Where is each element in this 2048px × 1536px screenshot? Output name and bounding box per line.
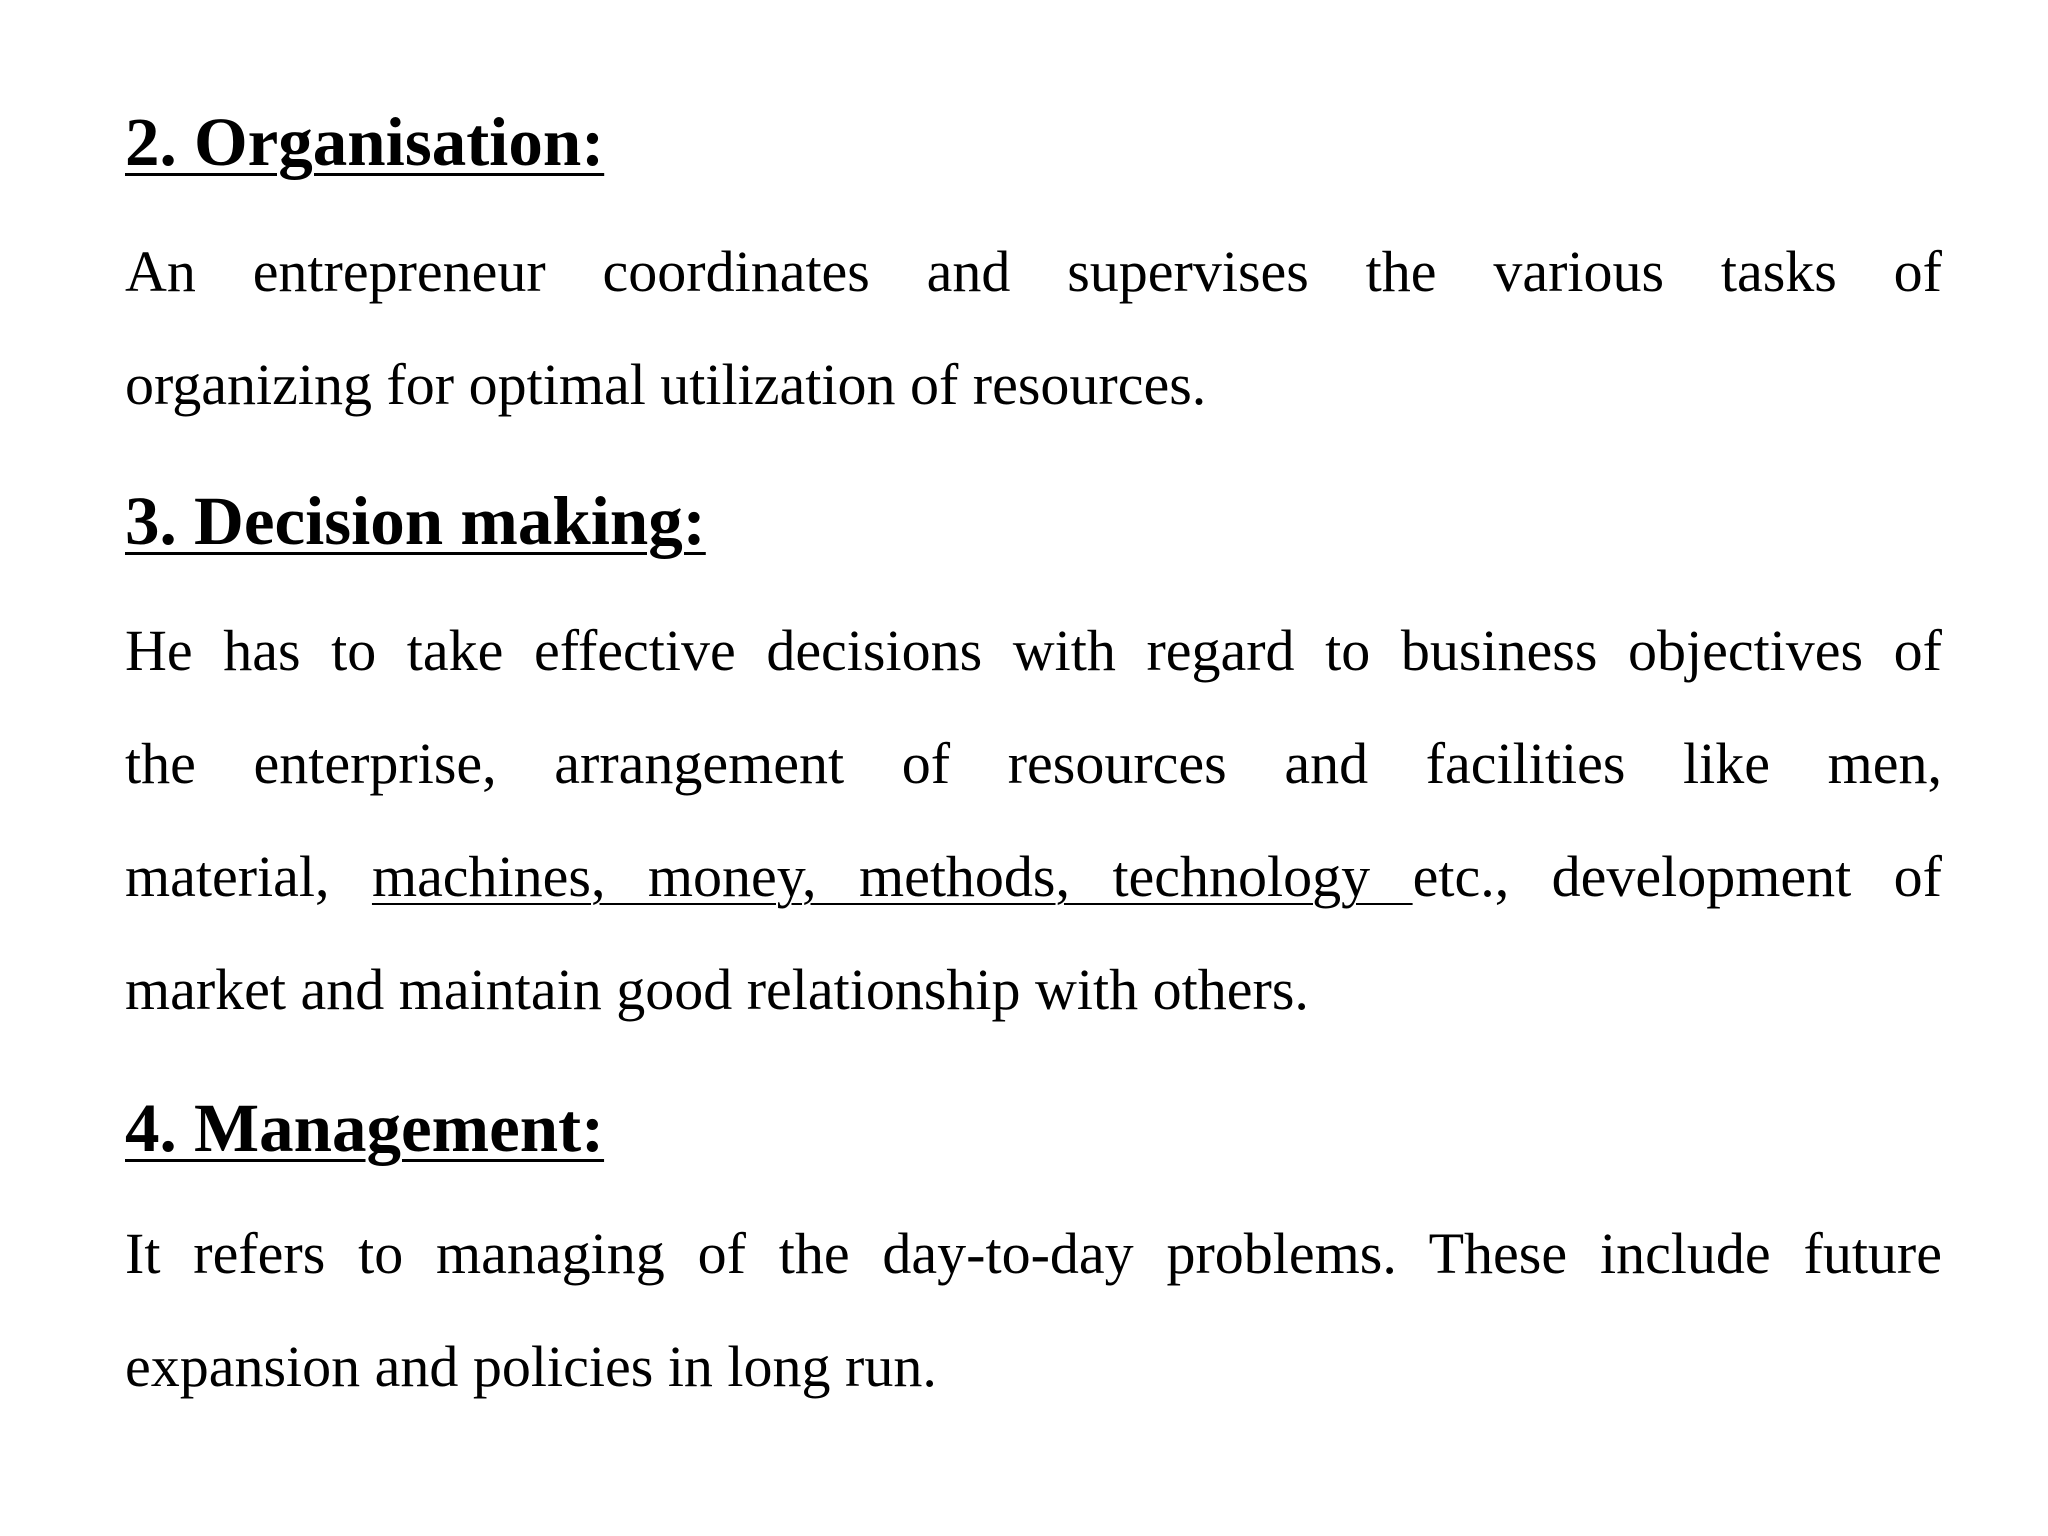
paragraph-line: the enterprise, arrangement of resources and facilities like men, (125, 731, 1942, 796)
paragraph-management (125, 1197, 1942, 1423)
underlined-resources-text: machines, money, methods, technology (371, 844, 1413, 909)
paragraph-line: market and maintain good relationship with others. (125, 957, 1309, 1022)
section-heading-organisation: 2. Organisation: (125, 104, 605, 180)
section-heading-management: 4. Management: (125, 1090, 605, 1166)
line-text-before: material, (125, 844, 372, 909)
paragraph-line (125, 820, 1942, 933)
paragraph-line: It refers to managing of the day-to-day problems. These include future (125, 1221, 1942, 1286)
paragraph-organisation (125, 215, 1942, 441)
section-heading-decision-making: 3. Decision making: (125, 483, 706, 559)
line-text-after: etc., development of (1412, 844, 1942, 909)
paragraph-decision-making (125, 594, 1942, 1046)
paragraph-line: An entrepreneur coordinates and supervises the various tasks of (125, 239, 1942, 304)
paragraph-line: expansion and policies in long run. (125, 1334, 937, 1399)
paragraph-line: organizing for optimal utilization of resources. (125, 352, 1207, 417)
paragraph-line: He has to take effective decisions with regard to business objectives of (125, 618, 1942, 683)
